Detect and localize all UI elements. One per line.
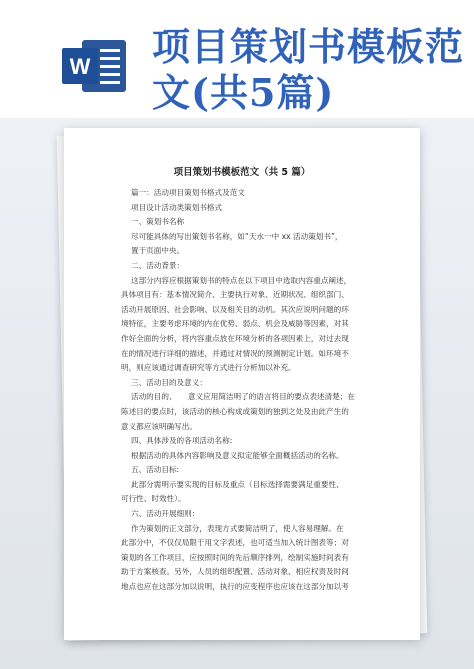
document-body: [121, 186, 383, 595]
doc-line: 四、具体涉及的各项活动名称:: [131, 436, 233, 446]
doc-line: 六、活动开展细则：: [131, 509, 200, 519]
doc-line: 项目设计活动类策划书格式: [131, 202, 223, 212]
doc-line: 尽可能具体的写出策划书名称，如“天水一中 xx 活动策划书”，: [131, 231, 343, 241]
banner: [0, 0, 474, 118]
doc-line: 陈述目的要点时，该活动的核心构成或策划的独到之处及由此产生的: [121, 406, 349, 416]
document-page: [64, 128, 420, 640]
doc-line: 此部分中，不仅仅局限于用文字表述，也可适当加入统计图表等；对: [121, 538, 349, 548]
doc-line: 一、策划书名称: [131, 217, 185, 227]
doc-line: 助于方案核查。另外，人员的组织配置、活动对象、相应权责及时间: [121, 567, 349, 577]
svg-text:W: W: [69, 54, 91, 79]
document-title: 项目策划书模板范文（共 5 篇）: [173, 167, 311, 178]
doc-line: 二、活动背景：: [131, 260, 185, 270]
doc-line: 置于页面中央。: [131, 246, 185, 256]
doc-line: 根据活动的具体内容影响及意义拟定能够全面概括活动的名称。: [131, 450, 344, 460]
doc-line: 五、活动目标:: [131, 465, 180, 475]
doc-line: 三、活动目的及意义：: [131, 377, 207, 387]
doc-line: 篇一：活动项目策划书格式及范文: [131, 188, 245, 197]
doc-line: 作好全面的分析，将内容重点放在环境分析的各项因素上，对过去现: [121, 333, 349, 343]
doc-line: 活动的目的、 意义应用简洁明了的语言将目的要点表述清楚；在: [131, 392, 356, 402]
doc-line: 明，则应该通过调查研究等方式进行分析加以补充。: [121, 363, 296, 373]
doc-line: 地点也应在这部分加以说明，执行的应变程序也应该在这部分加以考: [121, 582, 349, 592]
doc-line: 这部分内容应根据策划书的特点在以下项目中选取内容重点阐述，: [131, 275, 352, 285]
doc-line: 境特征，主要考虑环境的内在优势、弱点、机会及威胁等因素，对其: [121, 319, 349, 329]
doc-line: 具体项目有：基本情况简介、主要执行对象、近期状况、组织部门、: [121, 290, 349, 300]
doc-line: 可行性、时效性）。: [121, 494, 186, 504]
doc-line: 此部分需明示要实现的目标及重点（目标选择需要满足重要性、: [131, 479, 344, 489]
doc-line: 在的情况进行详细的描述，并通过对情况的预测制定计划。如环境不: [121, 348, 349, 358]
word-document-icon: [60, 36, 130, 96]
doc-line: 意义都应该明确写出。: [121, 421, 197, 431]
doc-line: 活动开展原因、社会影响、以及相关目的动机。其次应说明问题的环: [121, 304, 349, 314]
doc-line: 策划的各工作项目，应按照时间的先后顺序排列，绘制实施时间表有: [121, 552, 349, 562]
banner-title: 项目策划书模板范文(共5篇): [152, 24, 465, 115]
doc-line: 作为策划的正文部分，表现方式要简洁明了，使人容易理解。在: [131, 523, 344, 533]
